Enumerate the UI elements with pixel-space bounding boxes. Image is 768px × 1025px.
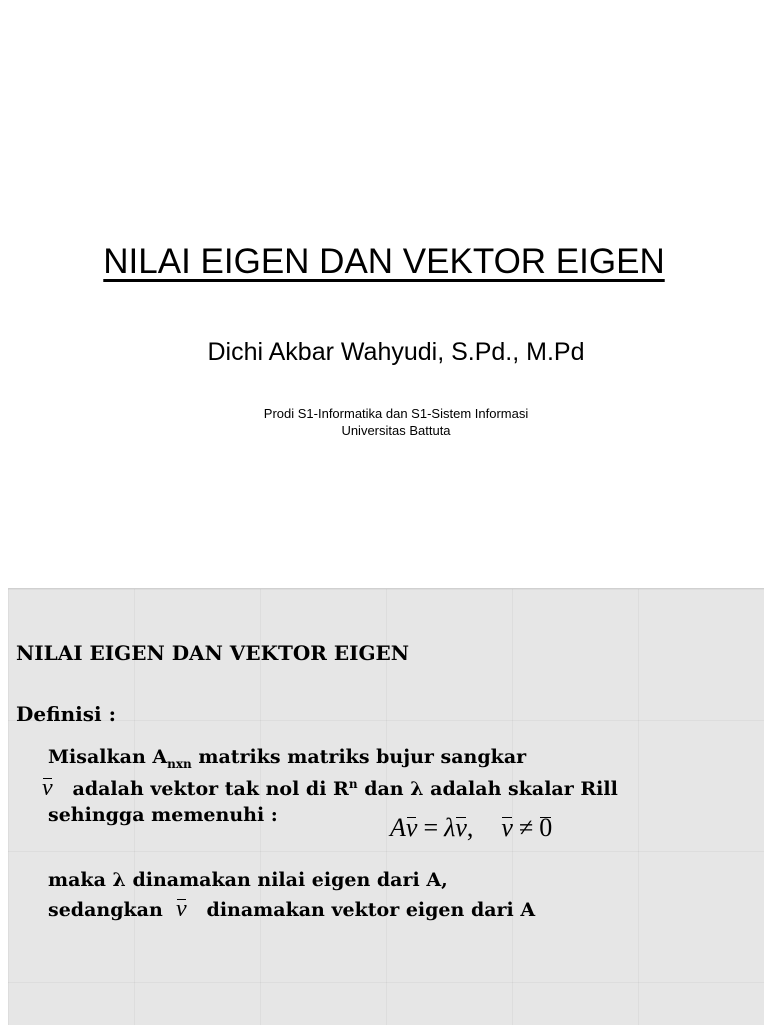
slide-title-text: NILAI EIGEN DAN VEKTOR EIGEN: [103, 242, 665, 281]
definition-line-1: [48, 746, 526, 771]
definition-slide: [8, 588, 764, 1025]
affiliation: [0, 405, 768, 439]
affiliation-university: Universitas Battuta: [341, 423, 451, 438]
definition-line-3: sehingga memenuhi :: [48, 804, 278, 826]
definition-line-5: [48, 896, 535, 923]
formula-vector-v: v: [405, 813, 418, 842]
line2-text-b: dan λ adalah skalar Rill: [357, 778, 618, 800]
definition-line-4: maka λ dinamakan nilai eigen dari A,: [48, 869, 448, 891]
dimension-superscript: n: [348, 777, 358, 791]
matrix-size-subscript: nxn: [167, 757, 192, 771]
formula-lambda: λ: [444, 813, 456, 842]
slide-heading: NILAI EIGEN DAN VEKTOR EIGEN: [16, 641, 410, 665]
formula-zero-vector: 0: [539, 813, 553, 842]
author-name: Dichi Akbar Wahyudi, S.Pd., M.Pd: [207, 338, 585, 366]
formula-not-equal: ≠: [518, 813, 534, 842]
formula-vector-v-3: v: [501, 813, 513, 842]
line5-text-b: dinamakan vektor eigen dari A: [206, 899, 536, 921]
formula-equals: =: [423, 813, 439, 842]
formula-matrix-a: A: [390, 813, 406, 842]
vector-v-symbol-2: v: [176, 896, 187, 922]
line2-text-a: adalah vektor tak nol di R: [72, 778, 349, 800]
definition-label: Definisi :: [16, 702, 116, 726]
vector-v-symbol: v: [42, 775, 53, 801]
affiliation-program: Prodi S1-Informatika dan S1-Sistem Informasi: [263, 406, 529, 421]
slide-title: [0, 242, 768, 282]
eigen-equation: [390, 813, 552, 843]
line5-text-a: sedangkan: [48, 899, 163, 921]
formula-vector-v-2: v: [455, 813, 467, 842]
line1-text-b: matriks matriks bujur sangkar: [191, 746, 527, 768]
formula-comma: ,: [466, 813, 474, 842]
line1-text-a: Misalkan A: [48, 746, 168, 768]
definition-line-2: [42, 775, 618, 802]
